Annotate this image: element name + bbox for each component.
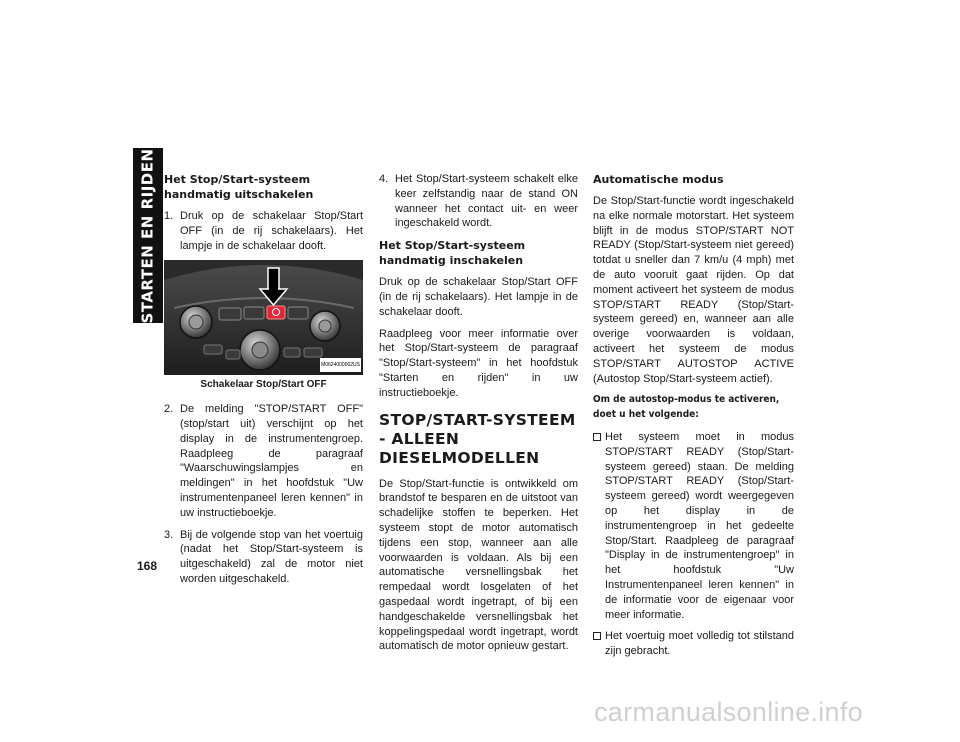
heading-disable: Het Stop/Start-systeem handmatig uitschakelen bbox=[164, 173, 314, 201]
bullet-text: Het voertuig moet volledig tot stilstand zijn gebracht. bbox=[605, 630, 794, 658]
heading-enable: Het Stop/Start-systeem handmatig inschakelen bbox=[379, 239, 526, 268]
step-text: De melding "STOP/START OFF" (stop/start uit) verschijnt op het display in de instrumentengroep. Raadpleeg de paragraaf "Waarschuwingslampjes en meldingen" in het hoofdstuk "Uw instrumentenpaneel leren kennen" in uw instructieboekje. bbox=[180, 403, 363, 519]
bullet-item bbox=[593, 629, 794, 659]
heading-automatic-mode: Automatische modus bbox=[593, 173, 724, 186]
page-number: 168 bbox=[137, 559, 158, 573]
step-number: 2. bbox=[164, 403, 174, 416]
step-3 bbox=[164, 528, 363, 587]
square-bullet-icon bbox=[593, 430, 605, 622]
figure-code: M0624000002US bbox=[320, 358, 361, 373]
step-text: Het Stop/Start-systeem schakelt elke keer zelfstandig naar de stand ON wanneer het contact uit- en weer ingeschakeld wordt. bbox=[395, 173, 578, 230]
step-number: 3. bbox=[164, 528, 174, 541]
step-text: Bij de volgende stop van het voertuig (nadat het Stop/Start-systeem is uitgeschakeld) zal de motor niet worden uitgeschakeld. bbox=[180, 528, 363, 585]
step-2 bbox=[164, 402, 363, 520]
column-1 bbox=[164, 172, 363, 594]
paragraph: De Stop/Start-functie is ontwikkeld om brandstof te besparen en de uitstoot van schadelijke stoffen te beperken. Het systeem stopt de motor automatisch tijdens een stop, wanneer aan alle voorwaarden is voldaan. Als bij een automatische versnellingsbak het rempedaal wordt losgelaten of het gaspedaal wordt ingetrapt, of bij een handgeschakelde versnellingsbak het koppelingspedaal wordt ingetrapt, wordt automatisch de motor opnieuw gestart. bbox=[379, 477, 578, 653]
square-bullet-icon bbox=[593, 629, 605, 659]
step-text: Druk op de schakelaar Stop/Start OFF (in de rij schakelaars). Het lampje in de schakelaar dooft. bbox=[180, 210, 363, 252]
step-number: 1. bbox=[164, 210, 174, 222]
step-4 bbox=[379, 172, 578, 231]
stop-start-switch-photo bbox=[164, 260, 363, 375]
section-tab bbox=[133, 148, 163, 323]
paragraph: De Stop/Start-functie wordt ingeschakeld na elke normale motorstart. Het systeem blijft in de modus STOP/START NOT READY (Stop/Start-systeem niet gereed) totdat u sneller dan 7 km/u (4 mph) met de auto vooruit gaat rijden. Op dat moment activeert het systeem de modus STOP/START READY (Stop/Start-systeem gereed) en, wanneer aan alle overige voorwaarden is voldaan, activeert het systeem de modus STOP/START AUTOSTOP ACTIVE (Autostop Stop/Start-systeem actief). bbox=[593, 195, 794, 385]
section-heading-diesel: STOP/START-SYSTEEM - ALLEEN DIESELMODELLEN bbox=[379, 410, 576, 467]
paragraph: Druk op de schakelaar Stop/Start OFF (in de rij schakelaars). Het lampje in de schakelaar dooft. bbox=[379, 276, 578, 318]
step-number: 4. bbox=[379, 173, 389, 185]
column-3 bbox=[593, 172, 794, 666]
paragraph: Raadpleeg voor meer informatie over het Stop/Start-systeem de paragraaf "Stop/Start-systeem" in het hoofdstuk "Starten en rijden" in uw instructieboekje. bbox=[379, 327, 578, 399]
step-1 bbox=[164, 209, 363, 253]
bullet-item bbox=[593, 430, 794, 622]
section-tab-label: STARTEN EN RIJDEN bbox=[139, 147, 158, 324]
figure-caption: Schakelaar Stop/Start OFF bbox=[200, 379, 327, 391]
lead-in: Om de autostop-modus te activeren, doet u het volgende: bbox=[593, 394, 780, 421]
bullet-text: Het systeem moet in modus STOP/START READY (Stop/Start-systeem gereed) staan. De melding STOP/START READY (Stop/Start-systeem gereed) wordt weergegeven op het display in de instrumentengroep in het gedeelte Stop/Start. Raadpleeg de paragraaf "Display in de instrumentengroep" in het hoofdstuk "Uw Instrumentenpaneel leren kennen" in de informatie voor de eigenaar voor meer informatie. bbox=[605, 430, 794, 621]
column-2 bbox=[379, 172, 578, 661]
watermark: carmanualsonline.info bbox=[594, 697, 863, 727]
